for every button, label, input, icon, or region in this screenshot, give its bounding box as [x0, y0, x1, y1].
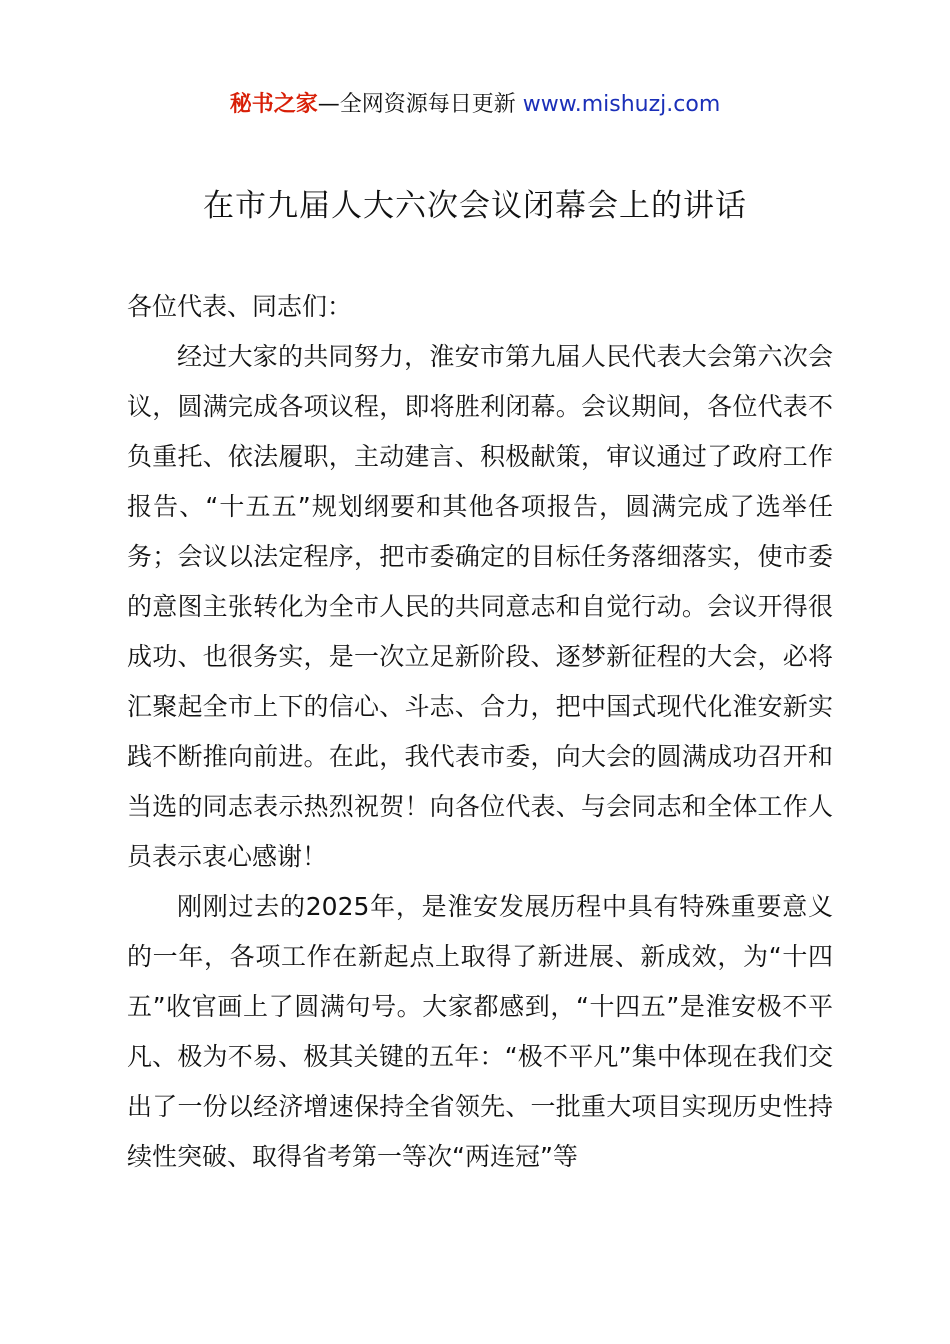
- site-url-link[interactable]: www.mishuzj.com: [522, 92, 721, 117]
- body-paragraph: 经过大家的共同努力，淮安市第九届人民代表大会第六次会议，圆满完成各项议程，即将胜利闭幕。会议期间，各位代表不负重托、依法履职，主动建言、积极献策，审议通过了政府工作报告、“十五五”规划纲要和其他各项报告，圆满完成了选举任务；会议以法定程序，把市委确定的目标任务落细落实，使市委的意图主张转化为全市人民的共同意志和自觉行动。会议开得很成功、也很务实，是一次立足新阶段、逐梦新征程的大会，必将汇聚起全市上下的信心、斗志、合力，把中国式现代化淮安新实践不断推向前进。在此，我代表市委，向大会的圆满成功召开和当选的同志表示热烈祝贺！向各位代表、与会同志和全体工作人员表示衷心感谢！: [127, 342, 833, 871]
- salutation: 各位代表、同志们：: [127, 292, 353, 321]
- site-brand[interactable]: 秘书之家: [229, 92, 318, 117]
- document-title: 在市九届人大六次会议闭幕会上的讲话: [203, 188, 747, 224]
- site-tagline: —全网资源每日更新: [317, 92, 516, 117]
- document-body: [127, 282, 833, 1182]
- site-header: [0, 88, 950, 122]
- body-paragraph: 刚刚过去的2025年，是淮安发展历程中具有特殊重要意义的一年，各项工作在新起点上取得了新进展、新成效，为“十四五”收官画上了圆满句号。大家都感到，“十四五”是淮安极不平凡、极为不易、极其关键的五年：“极不平凡”集中体现在我们交出了一份以经济增速保持全省领先、一批重大项目实现历史性持续性突破、取得省考第一等次“两连冠”等: [127, 892, 833, 1171]
